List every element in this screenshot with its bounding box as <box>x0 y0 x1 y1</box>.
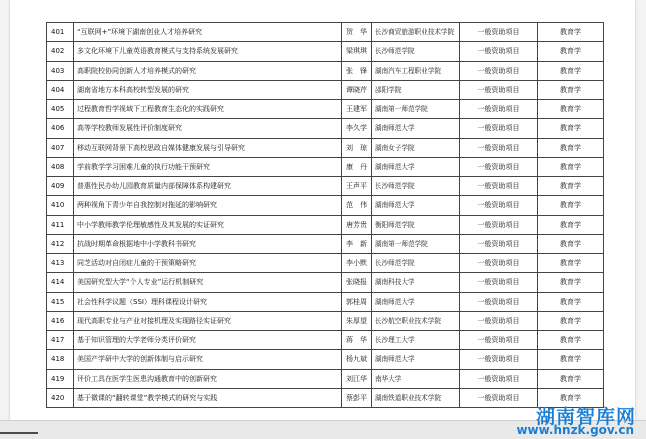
cell-project-title: 抗战时期革命根据地中小学教科书研究 <box>74 234 342 253</box>
table-row <box>47 23 604 42</box>
cell-project-type: 一般资助项目 <box>460 61 538 80</box>
cell-project-type: 一般资助项目 <box>460 350 538 369</box>
cell-principal-investigator: 蒋 华 <box>342 331 372 350</box>
watermark-url: www.hnzk.gov.cn <box>516 423 634 437</box>
cell-subject: 教育学 <box>538 292 604 311</box>
cell-number: 408 <box>47 157 74 176</box>
table-row <box>47 331 604 350</box>
cell-subject: 教育学 <box>538 177 604 196</box>
cell-principal-investigator: 李 新 <box>342 234 372 253</box>
cell-principal-investigator: 朱厚望 <box>342 311 372 330</box>
cell-principal-investigator: 康 丹 <box>342 157 372 176</box>
cell-principal-investigator: 蔡彭平 <box>342 388 372 407</box>
cell-institution: 长沙师范学院 <box>372 177 460 196</box>
cell-project-type: 一般资助项目 <box>460 196 538 215</box>
cell-project-title: 基于知识管理的大学老师分类评价研究 <box>74 331 342 350</box>
cell-project-type: 一般资助项目 <box>460 311 538 330</box>
cell-principal-investigator: 张 锋 <box>342 61 372 80</box>
table-row <box>47 100 604 119</box>
watermark-name: 湖南智库网 <box>535 406 636 428</box>
table-row <box>47 311 604 330</box>
cell-subject: 教育学 <box>538 254 604 273</box>
cell-institution: 湖南第一师范学院 <box>372 100 460 119</box>
cell-subject: 教育学 <box>538 42 604 61</box>
cell-institution: 衡阳师范学院 <box>372 215 460 234</box>
cell-institution: 邵阳学院 <box>372 80 460 99</box>
cell-project-type: 一般资助项目 <box>460 273 538 292</box>
cell-project-title: 移动互联网背景下高校思政自媒体健康发展与引导研究 <box>74 138 342 157</box>
cell-project-type: 一般资助项目 <box>460 254 538 273</box>
cell-number: 417 <box>47 331 74 350</box>
cell-project-type: 一般资助项目 <box>460 215 538 234</box>
cell-subject: 教育学 <box>538 234 604 253</box>
cell-project-type: 一般资助项目 <box>460 138 538 157</box>
cell-project-title: 多文化环境下儿童英语教育模式与支持系统发展研究 <box>74 42 342 61</box>
cell-subject: 教育学 <box>538 138 604 157</box>
cell-number: 419 <box>47 369 74 388</box>
cell-project-title: “互联网+”环境下湖南创业人才培养研究 <box>74 23 342 42</box>
cell-project-title: 社会性科学议题（SSI）理科课程设计研究 <box>74 292 342 311</box>
cell-project-title: 普惠性民办幼儿园教育质量内部保障体系构建研究 <box>74 177 342 196</box>
cell-principal-investigator: 范 伟 <box>342 196 372 215</box>
table-row <box>47 273 604 292</box>
cell-number: 409 <box>47 177 74 196</box>
cell-project-title: 过程教育哲学视域下工程教育生态化的实践研究 <box>74 100 342 119</box>
cell-institution: 长沙航空职业技术学院 <box>372 311 460 330</box>
cell-principal-investigator: 唐芳贵 <box>342 215 372 234</box>
table-row <box>47 80 604 99</box>
project-table-body <box>47 23 604 408</box>
table-row <box>47 42 604 61</box>
cell-project-type: 一般资助项目 <box>460 23 538 42</box>
cell-project-type: 一般资助项目 <box>460 331 538 350</box>
cell-institution: 湖南师范大学 <box>372 292 460 311</box>
cell-principal-investigator: 王声平 <box>342 177 372 196</box>
cell-number: 406 <box>47 119 74 138</box>
cell-subject: 教育学 <box>538 215 604 234</box>
cell-principal-investigator: 刘 琼 <box>342 138 372 157</box>
cell-institution: 长沙师范学院 <box>372 42 460 61</box>
cell-number: 402 <box>47 42 74 61</box>
table-row <box>47 350 604 369</box>
cell-subject: 教育学 <box>538 388 604 407</box>
cell-principal-investigator: 谭晓芹 <box>342 80 372 99</box>
cell-project-type: 一般资助项目 <box>460 80 538 99</box>
cell-project-title: 美国研究型大学“个人专业”运行机制研究 <box>74 273 342 292</box>
table-row <box>47 254 604 273</box>
cell-project-type: 一般资助项目 <box>460 119 538 138</box>
table-row <box>47 292 604 311</box>
cell-subject: 教育学 <box>538 61 604 80</box>
cell-institution: 湖南师范大学 <box>372 196 460 215</box>
table-row <box>47 61 604 80</box>
cell-number: 414 <box>47 273 74 292</box>
cell-project-title: 学前教学学习困难儿童的执行功能干预研究 <box>74 157 342 176</box>
cell-project-type: 一般资助项目 <box>460 292 538 311</box>
cell-project-title: 美国产学研中大学的创新体制与启示研究 <box>74 350 342 369</box>
cell-subject: 教育学 <box>538 331 604 350</box>
cell-subject: 教育学 <box>538 350 604 369</box>
table-row <box>47 138 604 157</box>
project-table <box>46 22 604 408</box>
cell-number: 401 <box>47 23 74 42</box>
cell-project-type: 一般资助项目 <box>460 177 538 196</box>
cell-subject: 教育学 <box>538 100 604 119</box>
cell-principal-investigator: 贺 华 <box>342 23 372 42</box>
cell-project-type: 一般资助项目 <box>460 42 538 61</box>
cell-number: 418 <box>47 350 74 369</box>
cell-project-title: 两种视角下青少年自我控制对拖延的影响研究 <box>74 196 342 215</box>
cell-project-title: 湖南省地方本科高校转型发展的研究 <box>74 80 342 99</box>
cell-principal-investigator: 刘江华 <box>342 369 372 388</box>
page-indicator-mark <box>0 432 38 434</box>
cell-institution: 湖南第一师范学院 <box>372 234 460 253</box>
cell-institution: 长沙师范学院 <box>372 254 460 273</box>
table-row <box>47 119 604 138</box>
cell-number: 416 <box>47 311 74 330</box>
table-row <box>47 234 604 253</box>
cell-subject: 教育学 <box>538 273 604 292</box>
cell-institution: 湖南师范大学 <box>372 157 460 176</box>
cell-subject: 教育学 <box>538 369 604 388</box>
document-page <box>10 0 635 420</box>
cell-principal-investigator: 李小默 <box>342 254 372 273</box>
cell-project-title: 基于微课的“翻转课堂”教学模式的研究与实践 <box>74 388 342 407</box>
table-row <box>47 215 604 234</box>
cell-number: 403 <box>47 61 74 80</box>
cell-number: 412 <box>47 234 74 253</box>
table-row <box>47 157 604 176</box>
table-row <box>47 177 604 196</box>
cell-institution: 湖南科技大学 <box>372 273 460 292</box>
cell-institution: 长沙理工大学 <box>372 331 460 350</box>
cell-subject: 教育学 <box>538 80 604 99</box>
cell-principal-investigator: 郭桂周 <box>342 292 372 311</box>
cell-project-title: 同芝活动对自闭症儿童的干预策略研究 <box>74 254 342 273</box>
cell-project-title: 中小学教师教学伦理敏感性及其发展的实证研究 <box>74 215 342 234</box>
cell-institution: 湖南女子学院 <box>372 138 460 157</box>
cell-principal-investigator: 王建军 <box>342 100 372 119</box>
cell-number: 407 <box>47 138 74 157</box>
cell-principal-investigator: 张晓报 <box>342 273 372 292</box>
cell-principal-investigator: 杨九斌 <box>342 350 372 369</box>
cell-project-type: 一般资助项目 <box>460 388 538 407</box>
cell-number: 420 <box>47 388 74 407</box>
cell-number: 413 <box>47 254 74 273</box>
cell-subject: 教育学 <box>538 23 604 42</box>
cell-project-type: 一般资助项目 <box>460 157 538 176</box>
table-row <box>47 369 604 388</box>
table-row <box>47 196 604 215</box>
cell-principal-investigator: 李久学 <box>342 119 372 138</box>
table-row <box>47 388 604 407</box>
cell-institution: 南华大学 <box>372 369 460 388</box>
cell-principal-investigator: 梁琪琪 <box>342 42 372 61</box>
cell-number: 411 <box>47 215 74 234</box>
cell-number: 410 <box>47 196 74 215</box>
cell-number: 415 <box>47 292 74 311</box>
cell-project-title: 高职院校协同创新人才培养模式的研究 <box>74 61 342 80</box>
cell-project-type: 一般资助项目 <box>460 100 538 119</box>
cell-number: 405 <box>47 100 74 119</box>
cell-institution: 湖南铁道职业技术学院 <box>372 388 460 407</box>
cell-institution: 湖南汽车工程职业学院 <box>372 61 460 80</box>
cell-institution: 长沙商贸旅游职业技术学院 <box>372 23 460 42</box>
cell-project-type: 一般资助项目 <box>460 234 538 253</box>
cell-project-title: 评价工具在医学生医患沟通教育中的创新研究 <box>74 369 342 388</box>
cell-subject: 教育学 <box>538 196 604 215</box>
cell-project-title: 高等学校教师发展性评价制度研究 <box>74 119 342 138</box>
cell-number: 404 <box>47 80 74 99</box>
cell-institution: 湖南师范大学 <box>372 119 460 138</box>
cell-subject: 教育学 <box>538 311 604 330</box>
cell-subject: 教育学 <box>538 157 604 176</box>
cell-institution: 湖南师范大学 <box>372 350 460 369</box>
cell-subject: 教育学 <box>538 119 604 138</box>
cell-project-type: 一般资助项目 <box>460 369 538 388</box>
cell-project-title: 现代高职专业与产业对接机理及实现路径实证研究 <box>74 311 342 330</box>
